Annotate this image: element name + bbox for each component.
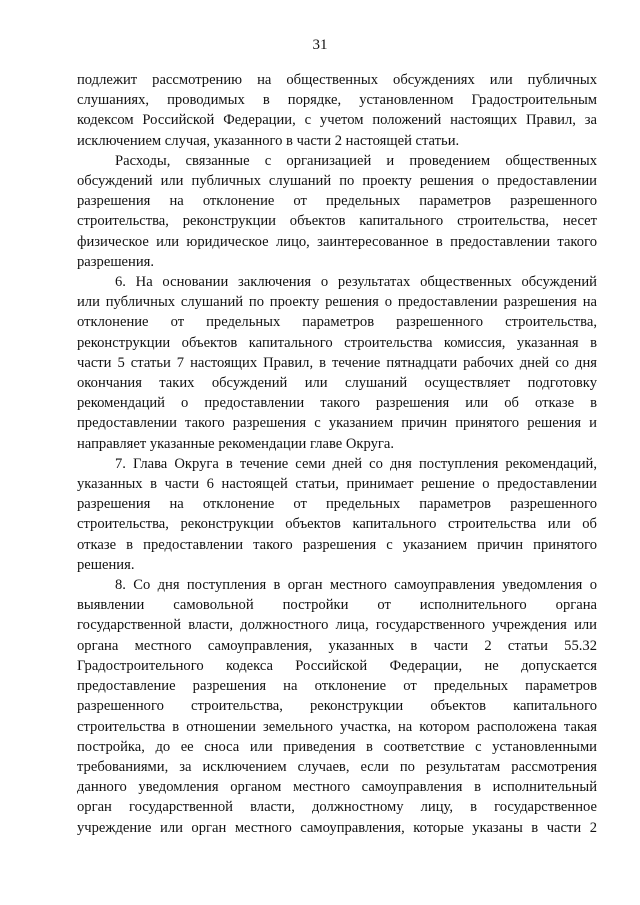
text-line: строительства в отношении земельного участка, на котором расположена такая xyxy=(77,718,597,735)
text-line: реконструкции объектов капитального строительства комиссия, указанная в xyxy=(77,334,597,351)
text-line: разрешения на отклонение от предельных параметров разрешенного xyxy=(77,193,597,210)
text-line: указанных в части 6 настоящей статьи, принимает решение о предоставлении xyxy=(77,476,597,493)
text-line: подлежит рассмотрению на общественных обсуждениях или публичных xyxy=(77,72,597,88)
text-line: кодексом Российской Федерации, с учетом положений настоящих Правил, за xyxy=(77,112,597,129)
text-line: отклонение от предельных параметров разрешенного строительства, xyxy=(77,314,597,331)
text-line: выявлении самовольной постройки от исполнительного органа xyxy=(77,597,597,614)
text-line: строительства, реконструкции объектов капитального строительства, несет xyxy=(77,213,597,230)
text-line: данного уведомления органом местного самоуправления в исполнительный xyxy=(77,779,597,796)
text-line: разрешения. xyxy=(77,253,155,270)
text-line: обсуждений или публичных слушаний по проекту решения о предоставлении xyxy=(77,173,597,190)
text-line: учреждение или орган местного самоуправления, которые указаны в части 2 xyxy=(77,819,597,836)
text-line: предоставлении такого разрешения с указанием причин принятого решения и xyxy=(77,415,597,432)
text-line: постройка, до ее сноса или приведения в соответствие с установленными xyxy=(77,738,597,755)
document-body xyxy=(77,70,597,838)
text-line: государственной власти, должностного лица, государственного учреждения или xyxy=(77,617,597,634)
text-line: отказе в предоставлении такого разрешения с указанием причин принятого xyxy=(77,536,597,553)
text-line: или публичных слушаний по проекту решения о предоставлении разрешения на xyxy=(77,294,597,311)
text-line: решения. xyxy=(77,556,135,573)
text-line: окончания таких обсуждений или слушаний осуществляет подготовку xyxy=(77,375,597,392)
text-line: исключением случая, указанного в части 2 настоящей статьи. xyxy=(77,132,460,149)
text-line: разрешенного строительства, реконструкции объектов капитального xyxy=(77,698,597,715)
text-line: 8. Со дня поступления в орган местного самоуправления уведомления о xyxy=(115,577,597,594)
text-line: части 5 статьи 7 настоящих Правил, в течение пятнадцати рабочих дней со дня xyxy=(77,354,597,371)
text-line: орган государственной власти, должностному лицу, в государственное xyxy=(77,799,597,816)
text-line: строительства, реконструкции объектов капитального строительства или об xyxy=(77,516,597,533)
text-line: Расходы, связанные с организацией и проведением общественных xyxy=(115,152,597,169)
text-line: Градостроительного кодекса Российской Федерации, не допускается xyxy=(77,657,597,674)
text-line: физическое или юридическое лицо, заинтересованное в предоставлении такого xyxy=(77,233,597,250)
text-line: слушаниях, проводимых в порядке, установленном Градостроительным xyxy=(77,92,597,109)
text-line: направляет указанные рекомендации главе Округа. xyxy=(77,435,395,452)
text-line: предоставление разрешения на отклонение от предельных параметров xyxy=(77,678,597,695)
page-number: 31 xyxy=(312,37,328,53)
text-line: 6. На основании заключения о результатах общественных обсуждений xyxy=(115,274,597,291)
text-line: 7. Глава Округа в течение семи дней со дня поступления рекомендаций, xyxy=(115,455,597,472)
text-line: рекомендаций о предоставлении такого разрешения или об отказе в xyxy=(77,395,597,412)
text-line: органа местного самоуправления, указанных в части 2 статьи 55.32 xyxy=(77,637,597,654)
text-line: требованиями, за исключением случаев, если по результатам рассмотрения xyxy=(77,758,597,775)
text-line: разрешения на отклонение от предельных параметров разрешенного xyxy=(77,496,597,513)
